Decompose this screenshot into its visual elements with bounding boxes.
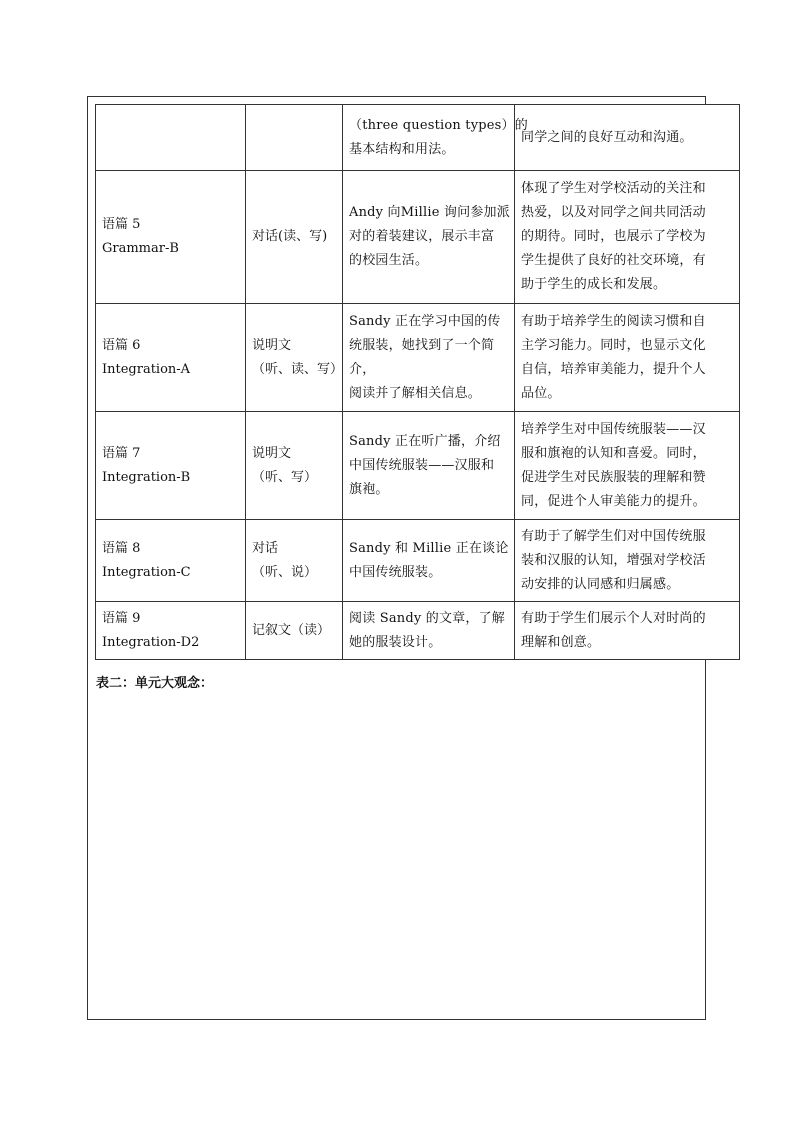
- type-cell: [246, 412, 343, 520]
- content-cell-line: 中国传统服装——汉服和: [349, 457, 495, 473]
- meaning-cell: [515, 602, 740, 660]
- passage-cell: [96, 171, 246, 304]
- meaning-cell: [515, 304, 740, 412]
- meaning-cell-line: 主学习能力。同时，也显示文化: [521, 337, 706, 353]
- content-cell: [343, 105, 528, 171]
- type-cell-line: 对话(读、写): [252, 229, 328, 244]
- passage-cell-line: 语篇 6: [102, 337, 141, 353]
- table-row: [96, 171, 740, 304]
- meaning-cell-line: 助于学生的成长和发展。: [521, 277, 667, 292]
- content-cell-line: （three question types）的: [349, 117, 528, 133]
- passage-cell-line: 语篇 8: [102, 540, 141, 556]
- type-cell-line: （听、读、写）: [252, 361, 344, 377]
- meaning-cell-line: 促进学生对民族服装的理解和赞: [521, 469, 706, 485]
- content-cell-line: 旗袍。: [349, 481, 389, 497]
- content-cell: [343, 304, 515, 412]
- passage-cell-line: 语篇 7: [102, 445, 141, 461]
- content-cell-line: 阅读 Sandy 的文章，了解: [349, 610, 505, 626]
- table-body: [96, 105, 740, 660]
- meaning-cell: [515, 171, 740, 304]
- meaning-cell-line: 同，促进个人审美能力的提升。: [521, 493, 706, 509]
- meaning-cell-line: 体现了学生对学校活动的关注和: [521, 181, 706, 196]
- content-cell: [343, 171, 515, 304]
- table-row: [96, 602, 740, 660]
- passage-cell-line: 语篇 5: [102, 217, 141, 232]
- type-cell-line: （听、说）: [252, 564, 318, 580]
- meaning-cell-line: 服和旗袍的认知和喜爱。同时，: [521, 445, 706, 461]
- passage-cell: [96, 304, 246, 412]
- content-cell-line: 介，: [349, 361, 376, 377]
- meaning-cell: [515, 520, 740, 602]
- content-cell-line: Sandy 正在听广播，介绍: [349, 433, 501, 449]
- content-cell-line: Sandy 正在学习中国的传: [349, 313, 501, 329]
- passage-cell-line: Integration-A: [102, 361, 191, 377]
- meaning-cell-line: 自信，培养审美能力，提升个人: [521, 361, 706, 377]
- type-cell: [246, 304, 343, 412]
- table-two-caption: 表二：单元大观念：: [96, 676, 214, 691]
- content-cell-line: 对的着装建议，展示丰富: [349, 229, 495, 244]
- content-cell: [343, 520, 515, 602]
- content-cell-line: Sandy 和 Millie 正在谈论: [349, 540, 509, 556]
- content-cell-line: 的校园生活。: [349, 253, 429, 268]
- meaning-cell-line: 有助于培养学生的阅读习惯和自: [521, 313, 706, 329]
- meaning-cell-line: 装和汉服的认知，增强对学校活: [521, 552, 706, 568]
- passage-cell-line: Grammar-B: [102, 241, 179, 256]
- passage-cell-line: Integration-C: [102, 564, 191, 580]
- table-row: [96, 304, 740, 412]
- content-cell-line: 基本结构和用法。: [349, 141, 455, 157]
- type-cell: [246, 520, 343, 602]
- content-cell-line: 中国传统服装。: [349, 564, 442, 580]
- passage-cell: [96, 412, 246, 520]
- meaning-cell-line: 同学之间的良好互动和沟通。: [521, 129, 693, 145]
- type-cell-line: 记叙文（读）: [252, 622, 331, 638]
- content-cell: [343, 412, 515, 520]
- type-cell-line: 说明文: [252, 445, 292, 461]
- meaning-cell-line: 品位。: [521, 385, 561, 401]
- type-cell-line: 对话: [252, 540, 279, 556]
- passage-cell: [96, 105, 246, 171]
- meaning-cell-line: 的期待。同时，也展示了学校为: [521, 229, 706, 244]
- meaning-cell-line: 动安排的认同感和归属感。: [521, 576, 680, 592]
- content-cell-line: 她的服装设计。: [349, 634, 442, 650]
- meaning-cell-line: 有助于学生们展示个人对时尚的: [521, 610, 706, 626]
- meaning-cell-line: 有助于了解学生们对中国传统服: [521, 528, 706, 544]
- type-cell: [246, 171, 343, 304]
- meaning-cell: [515, 105, 740, 171]
- table-row: [96, 105, 740, 171]
- meaning-cell-line: 热爱，以及对同学之间共同活动: [521, 205, 706, 220]
- meaning-cell-line: 培养学生对中国传统服装——汉: [521, 421, 706, 437]
- passage-cell: [96, 602, 246, 660]
- content-cell: [343, 602, 515, 660]
- passage-cell-line: Integration-D2: [102, 634, 200, 650]
- meaning-cell: [515, 412, 740, 520]
- type-cell: [246, 105, 343, 171]
- passage-cell: [96, 520, 246, 602]
- content-cell-line: 阅读并了解相关信息。: [349, 385, 482, 401]
- passage-cell-line: 语篇 9: [102, 610, 141, 626]
- type-cell: [246, 602, 343, 660]
- unit-passage-table: [95, 104, 740, 660]
- content-cell-line: 统服装，她找到了一个简: [349, 337, 495, 353]
- table-row: [96, 412, 740, 520]
- type-cell-line: （听、写）: [252, 469, 318, 485]
- meaning-cell-line: 理解和创意。: [521, 634, 601, 650]
- table-row: [96, 520, 740, 602]
- passage-cell-line: Integration-B: [102, 469, 191, 485]
- content-cell-line: Andy 向Millie 询问参加派: [349, 205, 510, 220]
- type-cell-line: 说明文: [252, 337, 292, 353]
- meaning-cell-line: 学生提供了良好的社交环境，有: [521, 253, 706, 268]
